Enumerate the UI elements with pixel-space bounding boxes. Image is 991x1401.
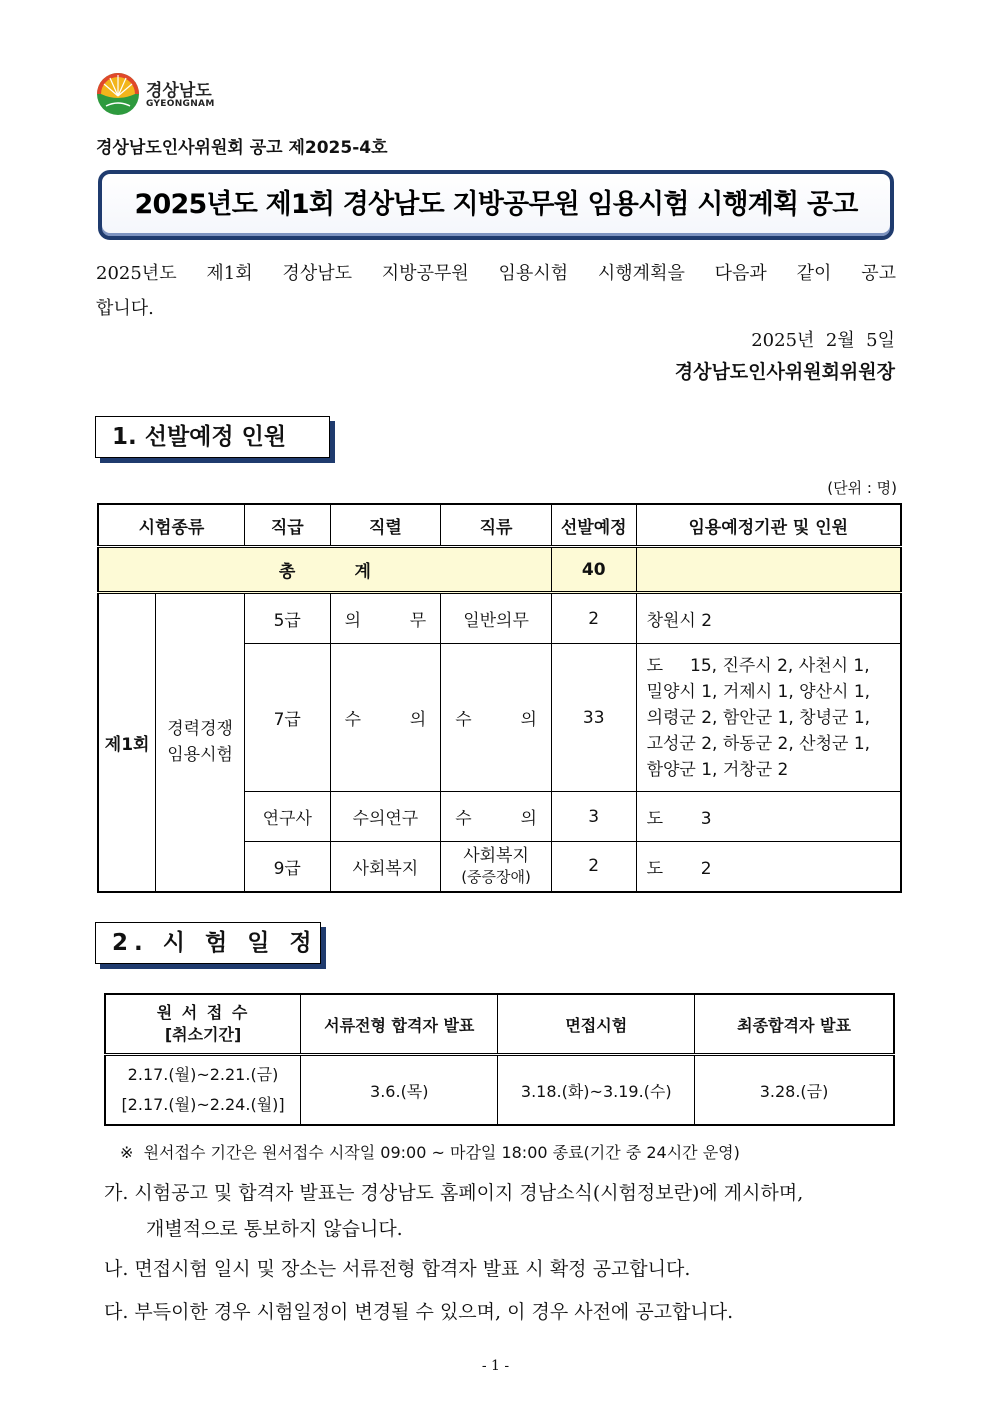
- field-cell: 일반의무: [441, 593, 552, 644]
- schedule-header-row: [105, 994, 894, 1055]
- document-result-date: 3.6.(목): [301, 1055, 498, 1126]
- series-cell: 수의연구: [330, 792, 441, 842]
- note-da: 다. 부득이한 경우 시험일정이 변경될 수 있으며, 이 경우 사전에 공고합니다.: [104, 1301, 734, 1323]
- grade-cell: 7급: [244, 644, 330, 792]
- field-line: 사회복지: [463, 846, 529, 867]
- section-1-heading: 1. 선발예정 인원: [95, 416, 330, 458]
- total-value: 40: [551, 547, 636, 593]
- header-grade: 직급: [244, 504, 330, 547]
- header-interview: 면접시험: [498, 994, 695, 1055]
- org-line: 도 2: [646, 858, 712, 879]
- logo-korean-text: 경상남도: [146, 81, 212, 101]
- org-line: 의령군 2, 함안군 1, 창녕군 1,: [646, 707, 871, 728]
- org-line: 도 3: [646, 809, 712, 829]
- total-label: 총 계: [98, 547, 551, 593]
- note-ga-continued: 개별적으로 통보하지 않습니다.: [146, 1218, 403, 1240]
- orgs-cell: [636, 842, 901, 892]
- note-ga: 가. 시험공고 및 합격자 발표는 경상남도 홈페이지 경남소식(시험정보란)에 게시하며,: [104, 1182, 804, 1204]
- header-orgs: 임용예정기관 및 인원: [636, 504, 901, 547]
- org-line: 함양군 1, 거창군 2: [646, 759, 789, 780]
- unit-label: (단위 : 명): [827, 479, 897, 497]
- count-cell: 2: [551, 842, 636, 892]
- page-number: - 1 -: [481, 1358, 510, 1374]
- logo-english-text: GYEONGNAM: [146, 99, 215, 109]
- orgs-cell: [636, 644, 901, 792]
- application-period-line: 2.17.(월)~2.21.(금): [127, 1065, 279, 1084]
- application-period: [105, 1055, 301, 1126]
- field-cell: 수 의: [441, 644, 552, 792]
- header-exam-type: 시험종류: [98, 504, 244, 547]
- header-series: 직렬: [330, 504, 441, 547]
- header-application: [105, 994, 301, 1055]
- table-header-row: [98, 504, 901, 547]
- orgs-cell: [636, 792, 901, 842]
- field-cell: 수 의: [441, 792, 552, 842]
- intro-line-2: 합니다.: [96, 298, 154, 319]
- orgs-cell: [636, 593, 901, 644]
- page-title: 2025년도 제1회 경상남도 지방공무원 임용시험 시행계획 공고: [134, 189, 858, 220]
- total-orgs-empty: [636, 547, 901, 593]
- grade-cell: 9급: [244, 842, 330, 892]
- org-line: 밀양시 1, 거제시 1, 양산시 1,: [646, 681, 871, 702]
- series-cell: 의 무: [330, 593, 441, 644]
- org-line: 창원시 2: [646, 611, 713, 631]
- series-cell: 수 의: [330, 644, 441, 792]
- grade-cell: 연구사: [244, 792, 330, 842]
- exam-round: 제1회: [98, 593, 156, 892]
- grade-cell: 5급: [244, 593, 330, 644]
- header-application-line: 원 서 접 수: [156, 1003, 250, 1022]
- org-line: 고성군 2, 하동군 2, 산청군 1,: [646, 733, 871, 754]
- schedule-row: [105, 1055, 894, 1126]
- series-cell: 사회복지: [330, 842, 441, 892]
- application-period-line: [2.17.(월)~2.24.(월)]: [121, 1095, 285, 1114]
- exam-type-line: 경력경쟁: [167, 719, 233, 740]
- final-result-date: 3.28.(금): [695, 1055, 894, 1126]
- header-count: 선발예정: [551, 504, 636, 547]
- exam-type-line: 임용시험: [167, 745, 233, 766]
- footnote: ※ 원서접수 기간은 원서접수 시작일 09:00 ~ 마감일 18:00 종료(기간 중 24시간 운영): [120, 1143, 740, 1162]
- note-na: 나. 면접시험 일시 및 장소는 서류전형 합격자 발표 시 확정 공고합니다.: [104, 1258, 691, 1280]
- exam-type: [156, 593, 245, 892]
- intro-line-1: 2025년도 제1회 경상남도 지방공무원 임용시험 시행계획을 다음과 같이 공고: [96, 263, 896, 284]
- notice-number: 경상남도인사위원회 공고 제2025-4호: [96, 138, 388, 158]
- recruitment-table: [97, 503, 902, 893]
- count-cell: 33: [551, 644, 636, 792]
- header-document-result: 서류전형 합격자 발표: [301, 994, 498, 1055]
- notice-date: 2025년 2월 5일: [751, 330, 895, 351]
- field-line: (중증장애): [461, 868, 531, 887]
- count-cell: 3: [551, 792, 636, 842]
- table-row: [98, 593, 901, 644]
- header-application-line: [취소기간]: [164, 1025, 242, 1044]
- org-line: 도 15, 진주시 2, 사천시 1,: [646, 655, 870, 676]
- header-field: 직류: [441, 504, 552, 547]
- section-2-heading: 2. 시 험 일 정: [95, 922, 321, 964]
- interview-date: 3.18.(화)~3.19.(수): [498, 1055, 695, 1126]
- field-cell: [441, 842, 552, 892]
- header-final-result: 최종합격자 발표: [695, 994, 894, 1055]
- schedule-table: [104, 993, 895, 1126]
- signer: 경상남도인사위원회위원장: [674, 361, 895, 383]
- gyeongnam-logo-icon: [96, 72, 140, 116]
- total-row: [98, 547, 901, 593]
- count-cell: 2: [551, 593, 636, 644]
